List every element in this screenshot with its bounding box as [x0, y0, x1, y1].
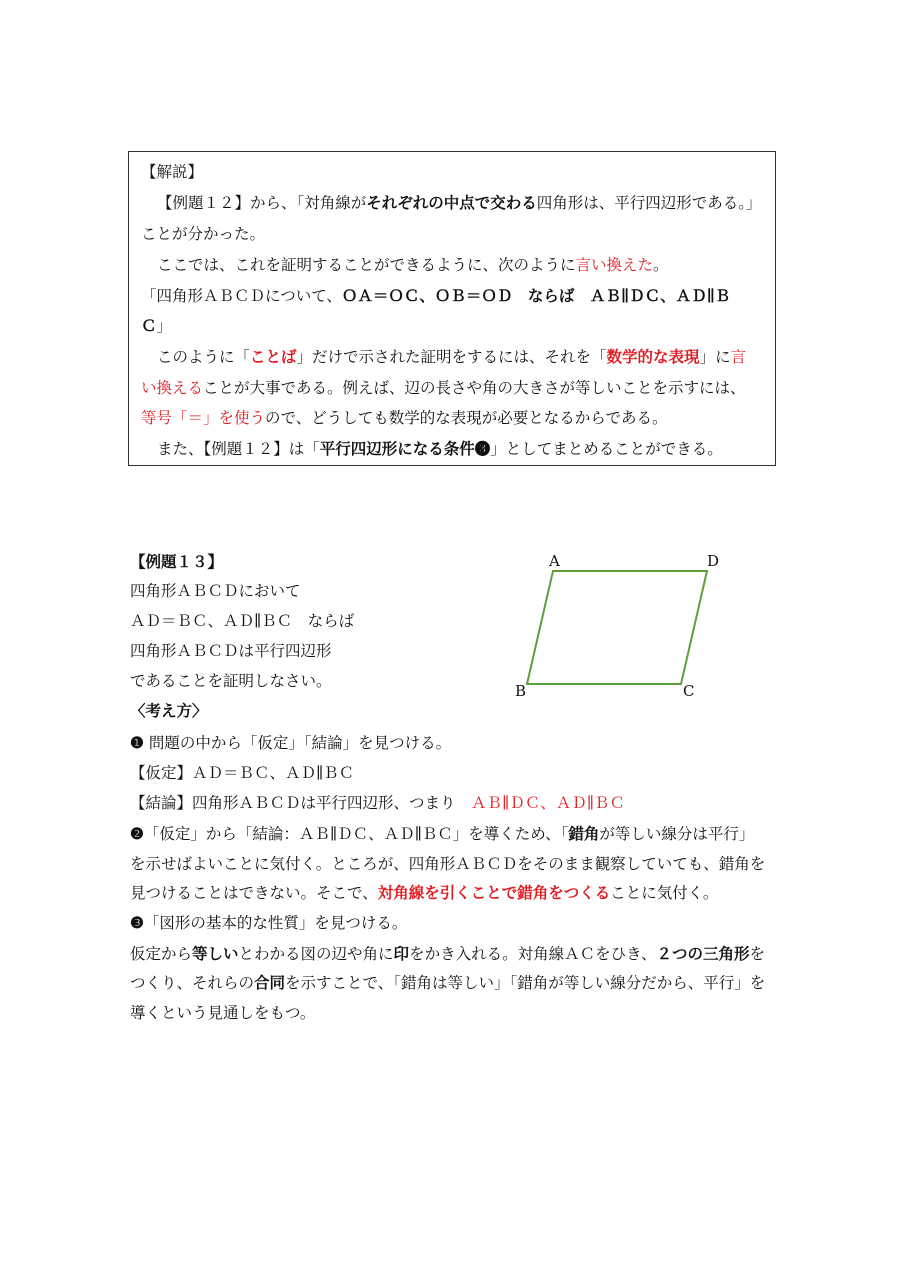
- approach-heading: 〈考え方〉: [130, 701, 208, 720]
- problem-line-1: 四角形ＡＢＣＤにおいて: [130, 582, 301, 600]
- commentary-paragraph-1: 【例題１２】から、「対角線がそれぞれの中点で交わる四角形は、平行四辺形である。」: [157, 193, 762, 212]
- commentary-paragraph-4-cont: い換えることが大事である。例えば、辺の長さや角の大きさが等しいことを示すには、: [141, 379, 746, 397]
- problem-line-2: ＡＤ＝ＢＣ、ＡＤ∥ＢＣ ならば: [130, 612, 355, 630]
- vertex-label-a: A: [549, 552, 560, 570]
- step-2: ❷「仮定」から「結論：ＡＢ∥ＤＣ、ＡＤ∥ＢＣ」を導くため、「錯角が等しい線分は平行」: [130, 824, 755, 843]
- step-3: ❸「図形の基本的な性質」を見つける。: [130, 913, 408, 932]
- vertex-label-d: D: [707, 552, 720, 570]
- example-title: 【例題１３】: [130, 552, 224, 571]
- step-1-marker: ❶: [130, 733, 144, 752]
- commentary-paragraph-1-cont: ことが分かった。: [141, 225, 266, 243]
- step-3-body-3: 導くという見通しをもつ。: [130, 1004, 316, 1022]
- step-3-body-1: 仮定から等しいとわかる図の辺や角に印をかき入れる。対角線ＡＣをひき、２つの三角形を: [130, 944, 765, 963]
- step-3-body-2: つくり、それらの合同を示すことで、「錯角は等しい」「錯角が等しい線分だから、平行」を: [130, 973, 766, 992]
- commentary-box: [128, 151, 776, 466]
- parallelogram-figure: [505, 548, 735, 703]
- commentary-restatement-cont: Ｃ」: [141, 316, 173, 335]
- step-2-marker: ❷: [130, 824, 144, 843]
- vertex-label-b: B: [515, 682, 527, 700]
- commentary-paragraph-4-end: 等号「＝」を使うので、どうしても数学的な表現が必要となるからである。: [141, 409, 668, 427]
- step-2-cont: を示せばよいことに気付く。ところが、四角形ＡＢＣＤをそのまま観察していても、錯角を: [130, 855, 766, 873]
- commentary-heading: 【解説】: [141, 163, 204, 181]
- step-1: ❶ 問題の中から「仮定」「結論」を見つける。: [130, 733, 452, 752]
- commentary-paragraph-4: このように「ことば」だけで示された証明をするには、それを「数学的な表現」に言: [157, 347, 747, 366]
- commentary-restatement: 「四角形ＡＢＣＤについて、ＯＡ＝ＯＣ、ＯＢ＝ＯＤ ならば ＡＢ∥ＤＣ、ＡＤ∥Ｂ: [141, 286, 731, 305]
- problem-line-4: であることを証明しなさい。: [130, 672, 332, 690]
- step-3-marker: ❸: [130, 913, 144, 932]
- assumption-line: 【仮定】ＡＤ＝ＢＣ、ＡＤ∥ＢＣ: [130, 764, 355, 782]
- problem-line-3: 四角形ＡＢＣＤは平行四辺形: [130, 642, 332, 660]
- commentary-paragraph-5: また、【例題１２】は「平行四辺形になる条件❸」としてまとめることができる。: [157, 439, 723, 458]
- commentary-paragraph-2: ここでは、これを証明することができるように、次のように言い換えた。: [157, 256, 669, 274]
- conclusion-line: 【結論】四角形ＡＢＣＤは平行四辺形、つまり ＡＢ∥ＤＣ、ＡＤ∥ＢＣ: [130, 794, 625, 812]
- vertex-label-c: C: [683, 682, 695, 700]
- step-2-end: 見つけることはできない。そこで、対角線を引くことで錯角をつくることに気付く。: [130, 883, 719, 902]
- parallelogram-shape: [527, 571, 707, 684]
